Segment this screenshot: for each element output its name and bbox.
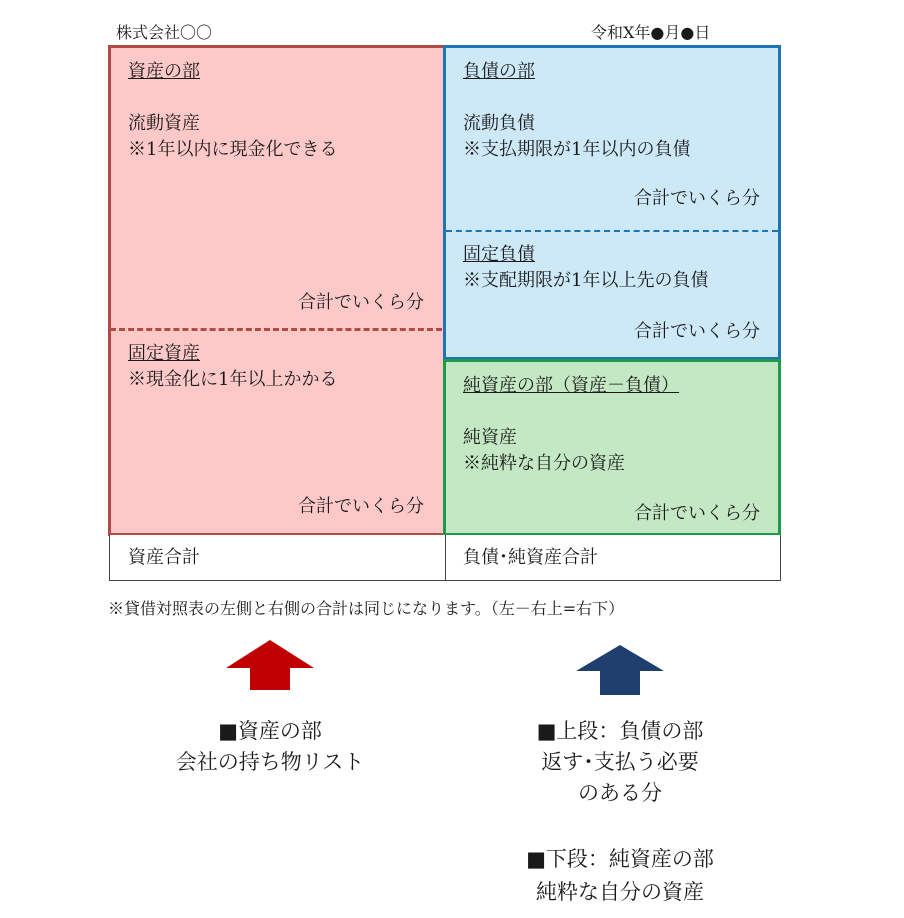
fixed-assets-title: 固定資産: [128, 343, 200, 364]
equity-title: 純資産: [463, 427, 517, 448]
right-upper-caption-line3: のある分: [578, 781, 662, 805]
liabilities-divider: [446, 230, 778, 232]
company-name: 株式会社〇〇: [116, 23, 213, 42]
totals-divider: [445, 535, 446, 581]
current-liabilities-total: 合計でいくら分: [634, 188, 760, 209]
fixed-liabilities-note: ※支配期限が1年以上先の負債: [463, 270, 709, 291]
current-assets-total: 合計でいくら分: [298, 292, 424, 313]
equity-section-title: 純資産の部（資産－負債）: [463, 375, 679, 396]
document-date: 令和X年●月●日: [591, 23, 711, 42]
current-assets-note: ※1年以内に現金化できる: [128, 139, 338, 160]
assets-up-arrow-icon: [226, 640, 314, 690]
fixed-liabilities-title: 固定負債: [463, 244, 535, 265]
equity-total: 合計でいくら分: [634, 503, 760, 524]
fixed-assets-note: ※現金化に1年以上かかる: [128, 369, 338, 390]
left-caption-heading: ■資産の部: [218, 719, 322, 743]
liabilities-equity-grand-total-label: 負債･純資産合計: [463, 547, 598, 568]
current-liabilities-title: 流動負債: [463, 113, 535, 134]
assets-section-title: 資産の部: [128, 61, 200, 82]
current-assets-title: 流動資産: [128, 113, 200, 134]
right-upper-caption-line2: 返す･支払う必要: [541, 750, 699, 774]
fixed-assets-total: 合計でいくら分: [298, 496, 424, 517]
equity-note: ※純粋な自分の資産: [463, 453, 625, 474]
assets-divider: [110, 328, 442, 331]
left-caption-text: 会社の持ち物リスト: [175, 750, 365, 774]
fixed-liabilities-total: 合計でいくら分: [634, 321, 760, 342]
assets-grand-total-label: 資産合計: [128, 547, 200, 568]
right-lower-caption-text: 純粋な自分の資産: [536, 880, 704, 904]
liabilities-section-title: 負債の部: [463, 61, 535, 82]
footnote: ※貸借対照表の左側と右側の合計は同じになります。（左－右上=右下）: [108, 599, 625, 618]
right-lower-caption-heading: ■下段：純資産の部: [526, 847, 714, 871]
current-liabilities-note: ※支払期限が1年以内の負債: [463, 139, 691, 160]
liabilities-up-arrow-icon: [576, 645, 664, 695]
right-upper-caption-heading: ■上段：負債の部: [536, 719, 704, 743]
